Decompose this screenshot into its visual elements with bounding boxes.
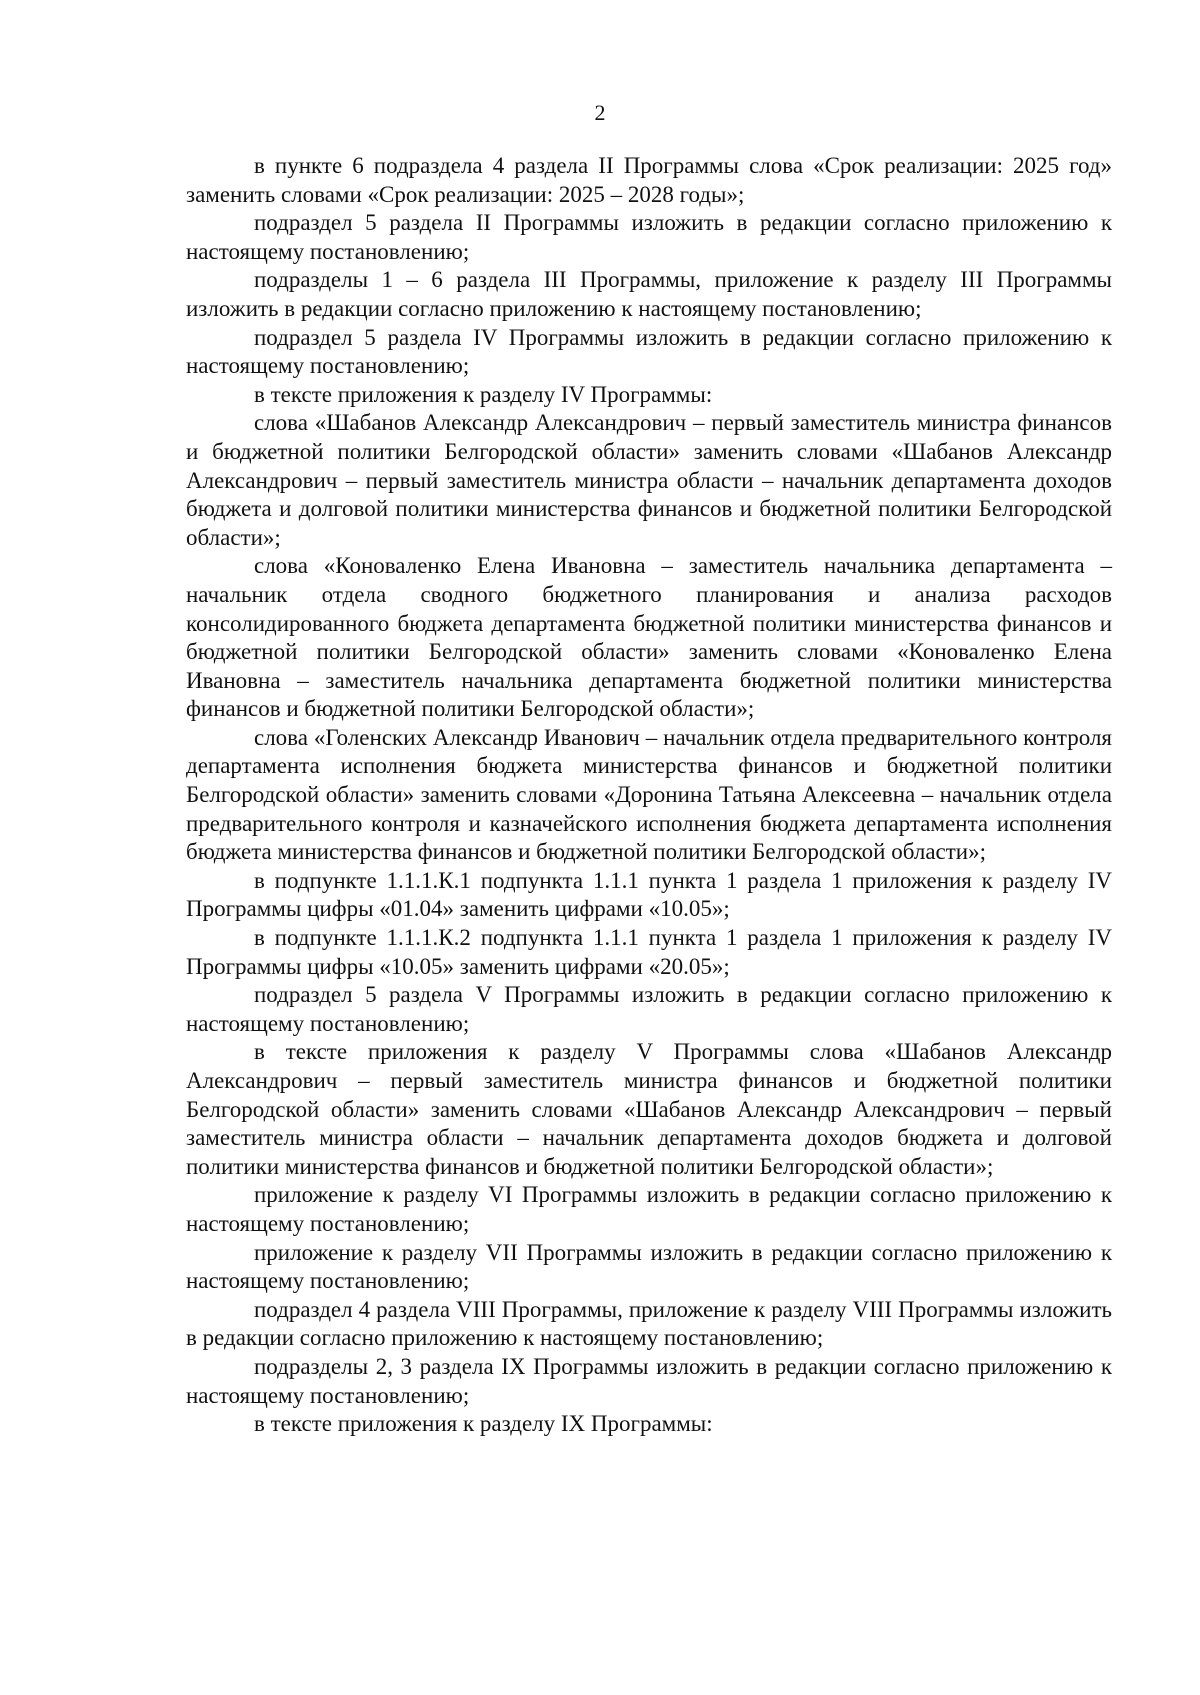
paragraph: в подпункте 1.1.1.К.1 подпункта 1.1.1 пункта 1 раздела 1 приложения к разделу IV Программы цифры «01.04» заменить цифрами «10.05»; xyxy=(186,867,1112,922)
paragraph: подраздел 4 раздела VIII Программы, приложение к разделу VIII Программы изложить в редакции согласно приложению к настоящему постановлению; xyxy=(186,1296,1112,1351)
paragraph: в тексте приложения к разделу V Программы слова «Шабанов Александр Александрович – первый заместитель министра финансов и бюджетной политики Белгородской области» заменить словами «Шабанов Александр Александрович – первый заместитель министра области – начальник департамента доходов бюджета и долговой политики министерства финансов и бюджетной политики Белгородской области»; xyxy=(186,1039,1112,1179)
paragraph: в тексте приложения к разделу IV Программы: xyxy=(254,381,713,407)
document-body xyxy=(186,152,1112,1439)
paragraph: в пункте 6 подраздела 4 раздела II Программы слова «Срок реализации: 2025 год» заменить словами «Срок реализации: 2025 – 2028 годы»; xyxy=(186,153,1112,207)
paragraph: в тексте приложения к разделу IX Программы: xyxy=(254,1411,713,1437)
paragraph: приложение к разделу VI Программы изложить в редакции согласно приложению к настоящему постановлению; xyxy=(186,1182,1112,1236)
paragraph: подраздел 5 раздела V Программы изложить в редакции согласно приложению к настоящему постановлению; xyxy=(186,982,1112,1036)
page-number: 2 xyxy=(594,100,606,125)
paragraph: подразделы 2, 3 раздела IX Программы изложить в редакции согласно приложению к настоящему постановлению; xyxy=(186,1353,1112,1408)
paragraph: подраздел 5 раздела IV Программы изложить в редакции согласно приложению к настоящему постановлению; xyxy=(186,324,1112,379)
paragraph: слова «Шабанов Александр Александрович – первый заместитель министра финансов и бюджетной политики Белгородской области» заменить словами «Шабанов Александр Александрович – первый заместитель министра области – начальник департамента доходов бюджета и долговой политики министерства финансов и бюджетной политики Белгородской области»; xyxy=(186,410,1112,550)
paragraph: слова «Голенских Александр Иванович – начальник отдела предварительного контроля департамента исполнения бюджета министерства финансов и бюджетной политики Белгородской области» заменить словами «Доронина Татьяна Алексеевна – начальник отдела предварительного контроля и казначейского исполнения бюджета департамента исполнения бюджета министерства финансов и бюджетной политики Белгородской области»; xyxy=(186,724,1112,865)
paragraph: приложение к разделу VII Программы изложить в редакции согласно приложению к настоящему постановлению; xyxy=(186,1239,1112,1294)
paragraph: подразделы 1 – 6 раздела III Программы, приложение к разделу III Программы изложить в редакции согласно приложению к настоящему постановлению; xyxy=(186,267,1112,321)
paragraph: в подпункте 1.1.1.К.2 подпункта 1.1.1 пункта 1 раздела 1 приложения к разделу IV Программы цифры «10.05» заменить цифрами «20.05»; xyxy=(186,925,1112,979)
paragraph: слова «Коноваленко Елена Ивановна – заместитель начальника департамента – начальник отдела сводного бюджетного планирования и анализа расходов консолидированного бюджета департамента бюджетной политики министерства финансов и бюджетной политики Белгородской области» заменить словами «Коноваленко Елена Ивановна – заместитель начальника департамента бюджетной политики министерства финансов и бюджетной политики Белгородской области»; xyxy=(186,553,1112,722)
paragraph: подраздел 5 раздела II Программы изложить в редакции согласно приложению к настоящему постановлению; xyxy=(186,210,1112,264)
